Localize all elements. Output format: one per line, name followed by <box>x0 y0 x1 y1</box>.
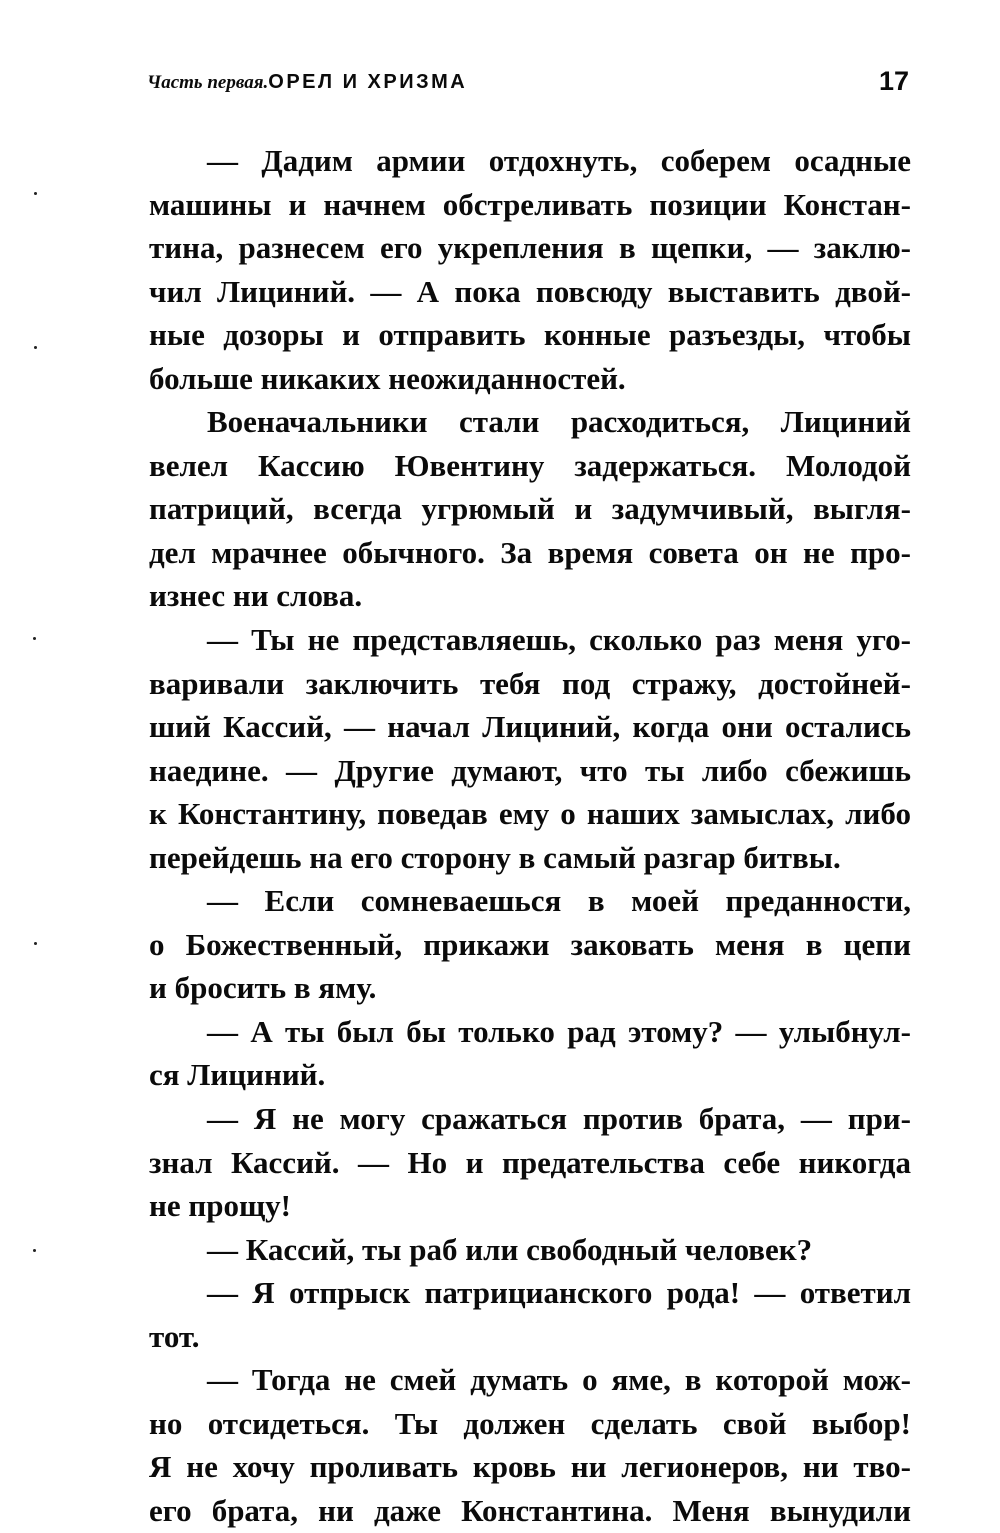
text-line: о Божественный, прикажи заковать меня в цепи <box>149 926 911 962</box>
text-line: патриций, всегда угрюмый и задумчивый, выгля- <box>149 491 911 527</box>
text-line: — Ты не представляешь, сколько раз меня уго- <box>207 622 911 658</box>
text-line: ся Лициний. <box>149 1057 326 1093</box>
running-header <box>147 66 909 106</box>
text-line: Я не хочу проливать кровь ни легионеров, ни тво- <box>149 1449 911 1485</box>
page-number: 17 <box>878 66 909 96</box>
scan-speck <box>34 346 37 349</box>
text-line: — Я отпрыск патрицианского рода! — ответил <box>207 1275 911 1311</box>
text-line: Военачальники стали расходиться, Лициний <box>207 404 911 440</box>
text-line: — Если сомневаешься в моей преданности, <box>207 883 911 919</box>
text-line: — Тогда не смей думать о яме, в которой мож- <box>207 1362 911 1398</box>
scan-speck <box>34 942 37 945</box>
text-line: — Кассий, ты раб или свободный человек? <box>207 1231 813 1267</box>
text-line: изнес ни слова. <box>149 578 363 614</box>
part-label: Часть первая. <box>147 72 269 93</box>
text-line: не прощу! <box>149 1188 291 1224</box>
text-line: наедине. — Другие думают, что ты либо сбежишь <box>149 752 911 788</box>
scan-speck <box>33 1249 36 1252</box>
text-line: — Дадим армии отдохнуть, соберем осадные <box>207 143 911 178</box>
text-line: к Константину, поведав ему о наших замыслах, либо <box>149 796 911 832</box>
text-line: знал Кассий. — Но и предательства себе никогда <box>149 1144 911 1180</box>
text-line: его брата, ни даже Константина. Меня вынудили <box>149 1492 911 1528</box>
text-line: варивали заключить тебя под стражу, достойней- <box>149 665 911 701</box>
running-header-left <box>147 71 467 94</box>
text-line: — А ты был бы только рад этому? — улыбнул- <box>207 1013 911 1049</box>
text-line: машины и начнем обстреливать позиции Констан- <box>149 186 911 222</box>
scan-speck <box>33 637 36 640</box>
text-line: тот. <box>149 1318 200 1354</box>
text-line: ные дозоры и отправить конные разъезды, чтобы <box>149 317 911 353</box>
text-line: дел мрачнее обычного. За время совета он не про- <box>149 534 911 570</box>
text-line: перейдешь на его сторону в самый разгар битвы. <box>149 839 841 875</box>
text-line: но отсидеться. Ты должен сделать свой выбор! <box>149 1405 911 1441</box>
text-line: и бросить в яму. <box>149 970 377 1006</box>
text-line: велел Кассию Ювентину задержаться. Молодой <box>149 447 911 483</box>
text-line: — Я не могу сражаться против брата, — при- <box>207 1101 911 1137</box>
body-text <box>149 139 911 1533</box>
text-line: чил Лициний. — А пока повсюду выставить двой- <box>149 273 911 309</box>
text-line: тина, разнесем его укрепления в щепки, — заклю- <box>149 230 911 266</box>
text-line: ший Кассий, — начал Лициний, когда они остались <box>149 709 911 745</box>
scan-speck <box>34 192 37 195</box>
chapter-title: ОРЕЛ И ХРИЗМА <box>268 71 468 93</box>
text-line: больше никаких неожиданностей. <box>149 360 626 396</box>
